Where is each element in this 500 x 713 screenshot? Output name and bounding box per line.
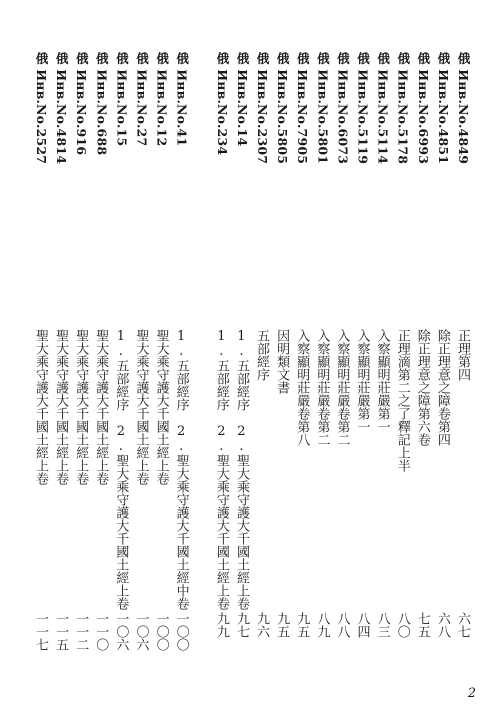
entry-title: 聖大乘守護大千國土經上卷 (53, 329, 69, 485)
manuscript-number: 俄 Инв.No.6073 (335, 52, 351, 165)
entry-page-number: 九七 (233, 612, 249, 638)
entry-title: 聖大乘守護大千國土經上卷 (33, 329, 48, 485)
entry-page-number: 六七 (455, 612, 470, 638)
entry-title: 入察顯明莊嚴卷第八 (294, 329, 310, 446)
toc-entry (231, 52, 251, 687)
entry-page-number: 一〇〇 (153, 612, 169, 651)
toc-entry (251, 52, 271, 687)
manuscript-number: 俄 Инв.No.5119 (355, 52, 371, 165)
entry-page-number: 八四 (354, 612, 370, 638)
manuscript-number: 俄 Инв.No.5801 (315, 52, 331, 165)
toc-entry (432, 52, 452, 687)
entry-title: 聖大乘守護大千國土經上卷 (153, 329, 169, 485)
entry-page-number: 九九 (213, 612, 229, 638)
entry-page-number: 八八 (334, 612, 350, 638)
entry-title: 聖大乘守護大千國土經上卷 (93, 329, 109, 485)
toc-entry (452, 52, 472, 687)
toc-entry (70, 52, 90, 687)
entry-title: 入察顯明莊嚴第一 (354, 329, 370, 433)
manuscript-number: 俄 Инв.No.4814 (54, 52, 70, 165)
toc-entry (311, 52, 331, 687)
toc-entry (352, 52, 372, 687)
entry-title: 1.五部經序 2.聖大乘守護大千國土經上卷 (213, 329, 229, 610)
toc-entry (211, 52, 231, 687)
entry-title: 入察顯明莊嚴第一 (374, 329, 390, 433)
toc-entry (331, 52, 351, 687)
entry-title: 五部經序 (254, 329, 270, 381)
entry-title: 除正理意之障第六卷 (414, 329, 430, 446)
entry-title: 正理滴第二之了釋記上半 (394, 329, 410, 472)
manuscript-number: 俄 Инв.No.41 (174, 52, 190, 147)
entry-page-number: 一一〇 (93, 612, 109, 651)
entry-title: 1.五部經序 2.聖大乘守護大千國土經上卷 (233, 329, 249, 610)
manuscript-number: 俄 Инв.No.4851 (435, 52, 451, 165)
entry-page-number: 九五 (274, 612, 290, 638)
toc-entry (392, 52, 412, 687)
manuscript-number: 俄 Инв.No.15 (114, 52, 130, 147)
entry-title: 正理第四 (455, 329, 470, 381)
manuscript-number: 俄 Инв.No.916 (74, 52, 90, 156)
manuscript-number: 俄 Инв.No.2307 (255, 52, 271, 165)
entry-page-number: 一一五 (53, 612, 69, 651)
toc-entry (130, 52, 150, 687)
entry-title: 入察顯明莊嚴卷第二 (334, 329, 350, 446)
manuscript-number: 俄 Инв.No.4849 (456, 52, 471, 165)
manuscript-number: 俄 Инв.No.14 (234, 52, 250, 147)
entry-page-number: 一〇〇 (173, 612, 189, 651)
entry-title: 因明類文書 (274, 329, 290, 394)
toc-entry (110, 52, 130, 687)
entry-page-number: 一〇六 (113, 612, 129, 651)
toc-entry (412, 52, 432, 687)
manuscript-number: 俄 Инв.No.688 (94, 52, 110, 156)
entry-title: 聖大乘守護大千國土經上卷 (133, 329, 149, 485)
toc-entry (372, 52, 392, 687)
entry-page-number: 七五 (414, 612, 430, 638)
toc-entry (151, 52, 171, 687)
entry-title: 1.五部經序 2.聖大乘守護大千國土經上卷 (113, 329, 129, 610)
entry-title: 除正理意之障卷第四 (434, 329, 450, 446)
entry-page-number: 一一二 (73, 612, 89, 651)
toc-entry (50, 52, 70, 687)
entry-title: 入察顯明莊嚴卷第二 (314, 329, 330, 446)
entry-page-number: 八〇 (394, 612, 410, 638)
manuscript-number: 俄 Инв.No.12 (154, 52, 170, 147)
toc-entry (171, 52, 191, 687)
manuscript-number: 俄 Инв.No.5114 (375, 52, 391, 165)
manuscript-number: 俄 Инв.No.2527 (34, 52, 49, 165)
page-number: 2 (467, 686, 476, 701)
entry-title: 1.五部經序 2.聖大乘守護大千國土經中卷 (173, 329, 189, 610)
toc-entry (271, 52, 291, 687)
toc-entry (90, 52, 110, 687)
entry-page-number: 六八 (434, 612, 450, 638)
manuscript-number: 俄 Инв.No.5805 (275, 52, 291, 165)
entry-page-number: 一一七 (33, 612, 48, 651)
toc-entry (30, 52, 50, 687)
entry-page-number: 八九 (314, 612, 330, 638)
entry-page-number: 一〇六 (133, 612, 149, 651)
manuscript-number: 俄 Инв.No.27 (134, 52, 150, 147)
entry-title: 聖大乘守護大千國土經上卷 (73, 329, 89, 485)
entry-page-number: 九五 (294, 612, 310, 638)
manuscript-number: 俄 Инв.No.234 (214, 52, 230, 156)
manuscript-number: 俄 Инв.No.7905 (295, 52, 311, 165)
entry-page-number: 八三 (374, 612, 390, 638)
toc-entry (291, 52, 311, 687)
manuscript-number: 俄 Инв.No.6993 (415, 52, 431, 165)
manuscript-number: 俄 Инв.No.5178 (395, 52, 411, 165)
entry-page-number: 九六 (254, 612, 270, 638)
